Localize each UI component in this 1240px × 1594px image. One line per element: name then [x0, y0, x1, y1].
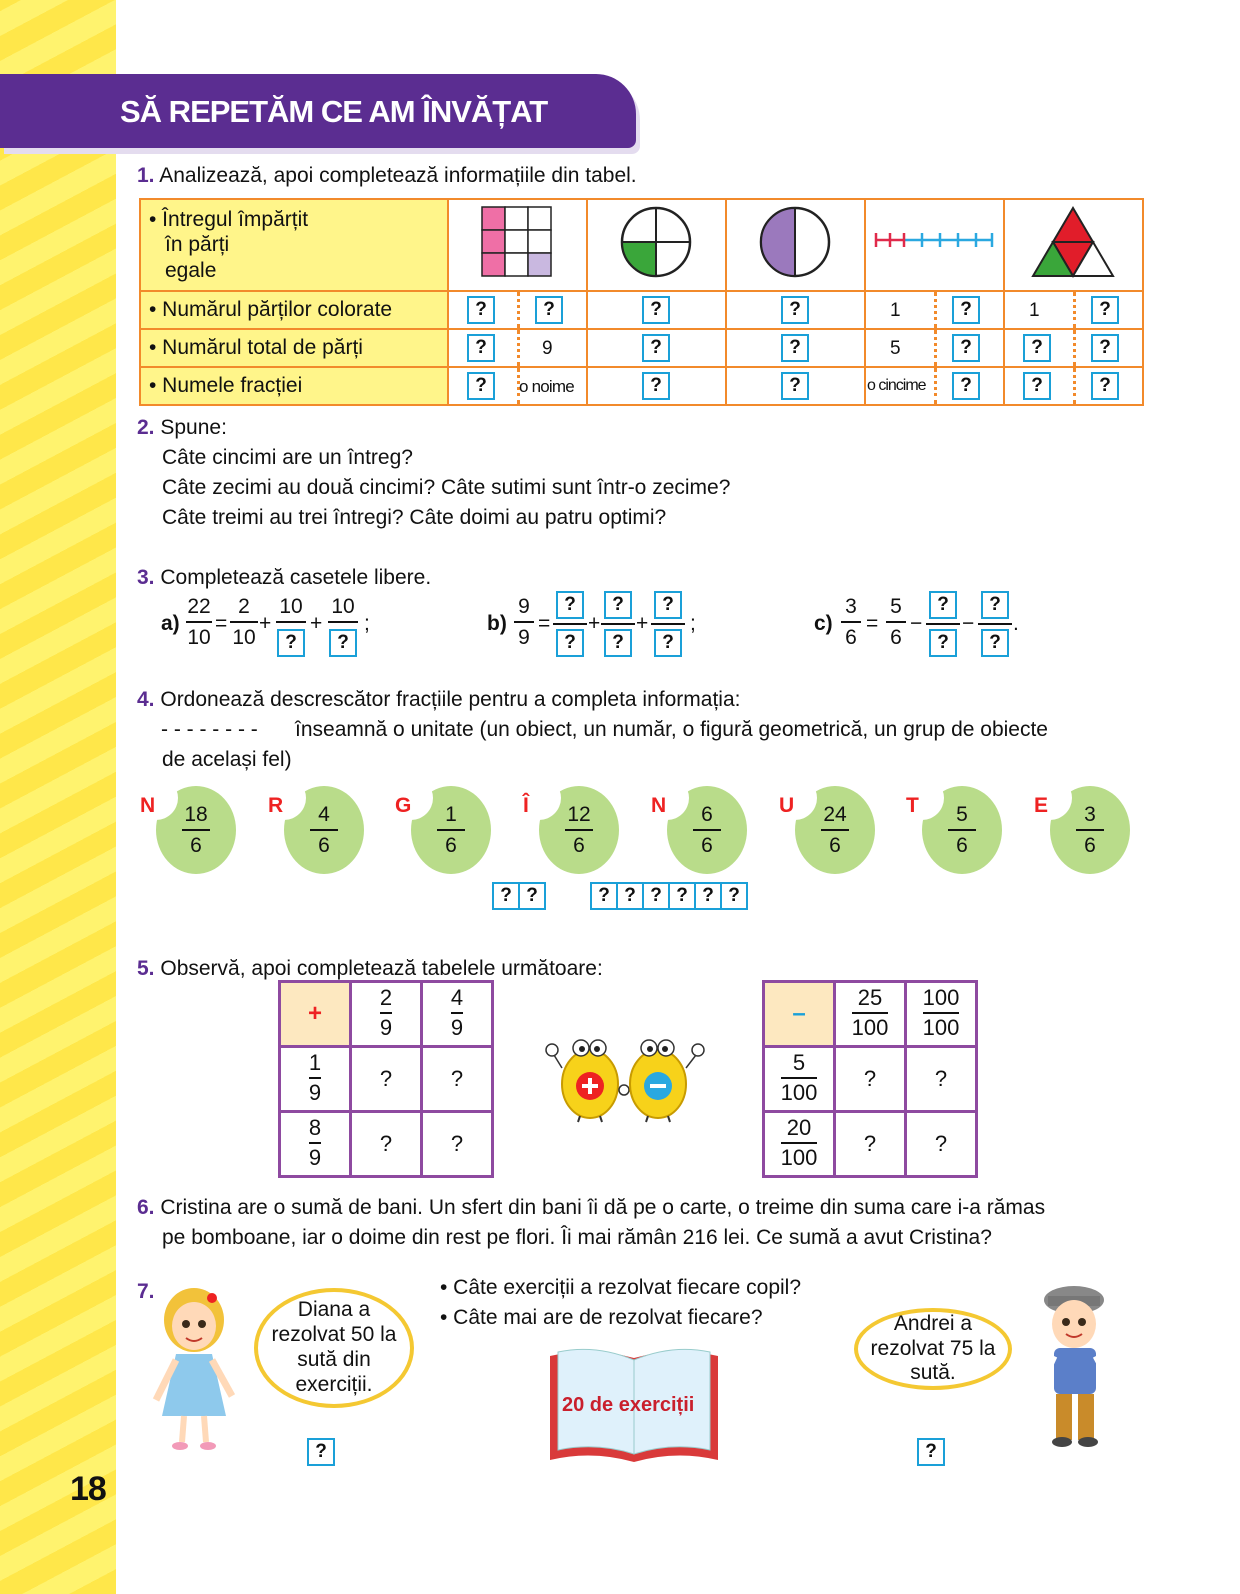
denominator: 6 — [445, 834, 457, 857]
grid-figure-cell — [448, 199, 587, 291]
letter-box[interactable]: ? — [518, 882, 546, 910]
bubble-letter: T — [906, 794, 919, 817]
cell — [726, 367, 865, 405]
fraction — [781, 1052, 818, 1104]
ex3-number: 3. — [137, 566, 155, 589]
bubble-letter: R — [268, 794, 284, 817]
denominator: 6 — [190, 834, 202, 857]
cell — [587, 291, 726, 329]
denominator: 100 — [780, 1145, 818, 1170]
speech-line: Diana a — [297, 1298, 371, 1322]
answer-box[interactable]: ? — [329, 629, 357, 657]
fraction — [841, 596, 861, 648]
numerator: 2 — [230, 596, 258, 623]
bubble-fraction — [821, 804, 849, 856]
bubble-letter: E — [1034, 794, 1049, 817]
bubble-fraction — [948, 804, 976, 856]
ex4-line2: de același fel) — [162, 748, 292, 771]
ex2-text: Spune: — [160, 416, 227, 439]
book-label: 20 de exerciții — [562, 1394, 695, 1416]
denominator: 6 — [701, 834, 713, 857]
answer-box[interactable]: ? — [467, 296, 495, 324]
numerator: 5 — [948, 804, 976, 831]
bubble-fraction — [1076, 804, 1104, 856]
fraction — [852, 987, 889, 1039]
answer-box[interactable]: ? — [1023, 372, 1051, 400]
bubble-fraction — [693, 804, 721, 856]
cell — [726, 329, 865, 367]
denominator: 6 — [956, 834, 968, 857]
answer-box[interactable]: ? — [981, 591, 1009, 619]
numerator: 18 — [182, 804, 210, 831]
ex6-line2: pe bomboane, iar o doime din rest pe flori. Îi mai rămân 216 lei. Ce sumă a avut Cristina? — [162, 1226, 992, 1249]
answer-box[interactable]: ? — [781, 334, 809, 362]
circle-quarter-cell — [587, 199, 726, 291]
cell — [865, 367, 1004, 405]
answer-cell[interactable]: ? — [835, 1112, 906, 1177]
denominator: 6 — [318, 834, 330, 857]
numerator: 6 — [693, 804, 721, 831]
answer-cell[interactable]: ? — [351, 1112, 422, 1177]
numerator: 25 — [852, 987, 889, 1014]
speech-line: sută din — [297, 1348, 371, 1371]
ex2-line: Câte cincimi are un întreg? — [162, 446, 413, 469]
answer-box[interactable]: ? — [952, 296, 980, 324]
minus-sign: − — [910, 612, 923, 635]
numerator: 2 — [380, 987, 392, 1014]
segment-figure — [866, 200, 1003, 284]
answer-box[interactable]: ? — [467, 372, 495, 400]
cell — [865, 291, 1004, 329]
letter-box[interactable]: ? — [492, 882, 520, 910]
bubble-letter: Î — [523, 794, 529, 817]
ex6-text: Cristina are o sumă de bani. Un sfert din bani îi dă pe o carte, o treime din suma care i-a rămas — [160, 1196, 1046, 1219]
ex7-number: 7. — [137, 1280, 155, 1303]
answer-box[interactable]: ? — [929, 629, 957, 657]
cell-value: 1 — [890, 300, 901, 321]
answer-box[interactable]: ? — [1091, 334, 1119, 362]
numerator: 10 — [276, 596, 306, 623]
answer-box[interactable]: ? — [535, 296, 563, 324]
denominator: 100 — [922, 1015, 960, 1040]
answer-box[interactable]: ? — [1023, 334, 1051, 362]
letter-box[interactable]: ? — [668, 882, 696, 910]
fraction-bar — [978, 623, 1012, 625]
answer-box[interactable]: ? — [952, 372, 980, 400]
bubble-fraction — [182, 804, 210, 856]
answer-box[interactable]: ? — [981, 629, 1009, 657]
header-cell — [351, 982, 422, 1047]
fraction — [380, 987, 392, 1039]
row-label-whole — [140, 199, 448, 291]
plus-sign: + — [588, 612, 601, 635]
minus-operator: – — [764, 982, 835, 1047]
andrei-speech-bubble — [854, 1308, 1012, 1390]
label-line: egale — [165, 258, 217, 282]
answer-box[interactable]: ? — [642, 296, 670, 324]
circle-half-figure — [727, 200, 864, 284]
answer-box[interactable]: ? — [1091, 296, 1119, 324]
bubble-letter: N — [651, 794, 667, 817]
numerator: 3 — [1076, 804, 1104, 831]
triangle-figure — [1005, 200, 1142, 284]
diana-answer-box[interactable]: ? — [307, 1438, 335, 1466]
ex5-number: 5. — [137, 957, 155, 980]
equals-sign: = — [866, 612, 879, 635]
ex4-text: Ordonează descrescător fracțiile pentru a completa informația: — [160, 688, 741, 711]
cell — [587, 329, 726, 367]
row-label-name: • Numele fracției — [140, 367, 448, 405]
cell-value: o noime — [519, 377, 574, 396]
grid-figure — [449, 200, 586, 284]
denominator: 9 — [379, 1015, 393, 1040]
fraction — [309, 1117, 321, 1169]
fraction — [230, 596, 258, 648]
cell-value: 1 — [1029, 300, 1040, 321]
cell — [726, 291, 865, 329]
row-header-cell — [764, 1047, 835, 1112]
letter-box[interactable]: ? — [590, 882, 618, 910]
minus-sign: − — [962, 612, 975, 635]
fraction — [451, 987, 463, 1039]
ex3-label-b: b) — [487, 612, 507, 635]
numerator: 22 — [186, 596, 212, 623]
cell-value: o cincime — [867, 377, 926, 394]
denominator: 6 — [845, 626, 857, 649]
answer-cell[interactable]: ? — [422, 1047, 493, 1112]
ex3-label-c: c) — [814, 612, 833, 635]
numerator: 8 — [309, 1117, 321, 1144]
ex2-line: Câte treimi au trei întregi? Câte doimi au patru optimi? — [162, 506, 667, 529]
answer-word-2 — [590, 882, 748, 910]
equals-sign: = — [215, 612, 228, 635]
header-cell — [835, 982, 906, 1047]
letter-box[interactable]: ? — [642, 882, 670, 910]
plus-sign: + — [259, 612, 272, 635]
boy-illustration — [1030, 1278, 1120, 1450]
minus-mascot — [630, 1040, 704, 1122]
plus-minus-mascots — [540, 1028, 710, 1128]
cell — [587, 367, 726, 405]
hand-icon — [619, 1085, 629, 1095]
cell — [448, 329, 587, 367]
denominator: 6 — [829, 834, 841, 857]
ex2-number: 2. — [137, 416, 155, 439]
answer-box[interactable]: ? — [781, 296, 809, 324]
numerator: 5 — [886, 596, 906, 623]
answer-box[interactable]: ? — [642, 372, 670, 400]
bubble-fraction — [437, 804, 465, 856]
answer-box[interactable]: ? — [1091, 372, 1119, 400]
fraction-bar — [651, 623, 685, 625]
ex4-dash-placeholder: - - - - - - - - — [161, 718, 258, 741]
denominator: 6 — [1084, 834, 1096, 857]
page-number: 18 — [70, 1470, 106, 1508]
numerator: 1 — [437, 804, 465, 831]
fraction-bar — [553, 623, 587, 625]
fraction — [886, 596, 906, 648]
answer-box[interactable]: ? — [654, 591, 682, 619]
answer-cell[interactable]: ? — [351, 1047, 422, 1112]
ex4-line1: înseamnă o unitate (un obiect, un număr, o figură geometrică, un grup de obiecte — [295, 718, 1048, 741]
bubble-letter: G — [395, 794, 412, 817]
answer-box[interactable]: ? — [642, 334, 670, 362]
bubble-fraction — [310, 804, 338, 856]
ex3-label-a: a) — [161, 612, 180, 635]
answer-box[interactable]: ? — [604, 591, 632, 619]
numerator: 12 — [565, 804, 593, 831]
speech-line: rezolvat 50 la — [271, 1323, 397, 1347]
cell — [1004, 329, 1143, 367]
header-cell — [906, 982, 977, 1047]
denominator: 9 — [518, 626, 530, 649]
ex6-number: 6. — [137, 1196, 155, 1219]
denominator: 6 — [573, 834, 585, 857]
fraction-bar — [926, 623, 960, 625]
ex1-number: 1. — [137, 164, 155, 187]
ex3-instruction — [137, 566, 431, 590]
numerator: 9 — [514, 596, 534, 623]
ex4-instruction — [137, 688, 740, 712]
numerator: 20 — [781, 1117, 818, 1144]
denominator: 10 — [187, 626, 211, 649]
diana-speech-bubble — [254, 1288, 414, 1408]
fraction — [781, 1117, 818, 1169]
denominator: 9 — [450, 1015, 464, 1040]
addition-table — [278, 980, 494, 1178]
letter-box[interactable]: ? — [616, 882, 644, 910]
cell-value: 5 — [890, 338, 901, 359]
letter-box[interactable]: ? — [720, 882, 748, 910]
answer-box[interactable]: ? — [467, 334, 495, 362]
ex5-text: Observă, apoi completează tabelele următoare: — [160, 957, 603, 980]
bubble-letter: U — [779, 794, 795, 817]
plus-sign: + — [310, 612, 323, 635]
answer-box[interactable]: ? — [277, 629, 305, 657]
answer-cell[interactable]: ? — [906, 1047, 977, 1112]
row-label-colored: • Numărul părților colorate — [140, 291, 448, 329]
denominator: 9 — [308, 1145, 322, 1170]
ex2-line: Câte zecimi au două cincimi? Câte sutimi sunt într-o zecime? — [162, 476, 731, 499]
denominator: 100 — [851, 1015, 889, 1040]
numerator: 4 — [451, 987, 463, 1014]
cell — [865, 329, 1004, 367]
numerator: 3 — [841, 596, 861, 623]
speech-line: sută. — [910, 1361, 956, 1385]
page-title: SĂ REPETĂM CE AM ÎNVĂȚAT — [120, 94, 548, 129]
row-header-cell — [280, 1047, 351, 1112]
row-label-total: • Numărul total de părți — [140, 329, 448, 367]
header-cell — [422, 982, 493, 1047]
label-line: în părți — [165, 233, 230, 257]
numerator: 100 — [923, 987, 960, 1014]
semicolon: ; — [690, 612, 696, 635]
answer-box[interactable]: ? — [604, 629, 632, 657]
cell-value: 9 — [542, 338, 553, 359]
answer-box[interactable]: ? — [654, 629, 682, 657]
answer-box[interactable]: ? — [556, 629, 584, 657]
ex1-instruction — [137, 164, 637, 188]
girl-illustration — [146, 1280, 242, 1452]
fraction — [186, 596, 212, 648]
period: . — [1013, 612, 1019, 635]
fraction — [923, 987, 960, 1039]
ex5-instruction — [137, 957, 603, 981]
answer-box[interactable]: ? — [781, 372, 809, 400]
row-header-cell — [280, 1112, 351, 1177]
answer-cell[interactable]: ? — [422, 1112, 493, 1177]
circle-quarters-figure — [588, 200, 725, 284]
bubble-letter: N — [140, 794, 156, 817]
cell — [1004, 291, 1143, 329]
ex7-question-1: • Câte exerciții a rezolvat fiecare copil? — [440, 1276, 802, 1299]
ex6-line1 — [137, 1196, 1045, 1220]
bubble-fraction — [565, 804, 593, 856]
ex3-text: Completează casetele libere. — [160, 566, 432, 589]
fraction-bar — [601, 623, 635, 625]
denominator: 9 — [308, 1080, 322, 1105]
ex1-table — [139, 198, 1144, 406]
semicolon: ; — [364, 612, 370, 635]
equals-sign: = — [538, 612, 551, 635]
denominator: 10 — [232, 626, 256, 649]
plus-mascot — [546, 1040, 618, 1122]
side-stripe-band — [0, 0, 116, 1594]
numerator: 5 — [781, 1052, 818, 1079]
answer-word-1 — [492, 882, 546, 910]
label-line: • Întregul împărțit — [149, 208, 309, 232]
andrei-answer-box[interactable]: ? — [917, 1438, 945, 1466]
numerator: 10 — [328, 596, 358, 623]
row-header-cell — [764, 1112, 835, 1177]
numerator: 1 — [309, 1052, 321, 1079]
fraction — [514, 596, 534, 648]
cell — [1004, 367, 1143, 405]
answer-box[interactable]: ? — [952, 334, 980, 362]
speech-line: Andrei a — [893, 1311, 973, 1335]
denominator: 6 — [890, 626, 902, 649]
answer-box[interactable]: ? — [556, 591, 584, 619]
speech-line: rezolvat 75 la — [870, 1336, 996, 1360]
ex4-number: 4. — [137, 688, 155, 711]
numerator: 24 — [821, 804, 849, 831]
denominator: 100 — [780, 1080, 818, 1105]
cell — [448, 291, 587, 329]
subtraction-table — [762, 980, 978, 1178]
cell — [448, 367, 587, 405]
ex7-question-2: • Câte mai are de rezolvat fiecare? — [440, 1306, 763, 1329]
fraction — [309, 1052, 321, 1104]
plus-sign: + — [636, 612, 649, 635]
circle-half-cell — [726, 199, 865, 291]
answer-cell[interactable]: ? — [835, 1047, 906, 1112]
plus-operator: + — [280, 982, 351, 1047]
triangle-cell — [1004, 199, 1143, 291]
ex2-title — [137, 416, 227, 440]
speech-line: exerciții. — [295, 1372, 373, 1396]
numerator: 4 — [310, 804, 338, 831]
segment-cell — [865, 199, 1004, 291]
letter-box[interactable]: ? — [694, 882, 722, 910]
answer-box[interactable]: ? — [929, 591, 957, 619]
answer-cell[interactable]: ? — [906, 1112, 977, 1177]
ex1-text: Analizează, apoi completează informațiile din tabel. — [159, 164, 637, 187]
